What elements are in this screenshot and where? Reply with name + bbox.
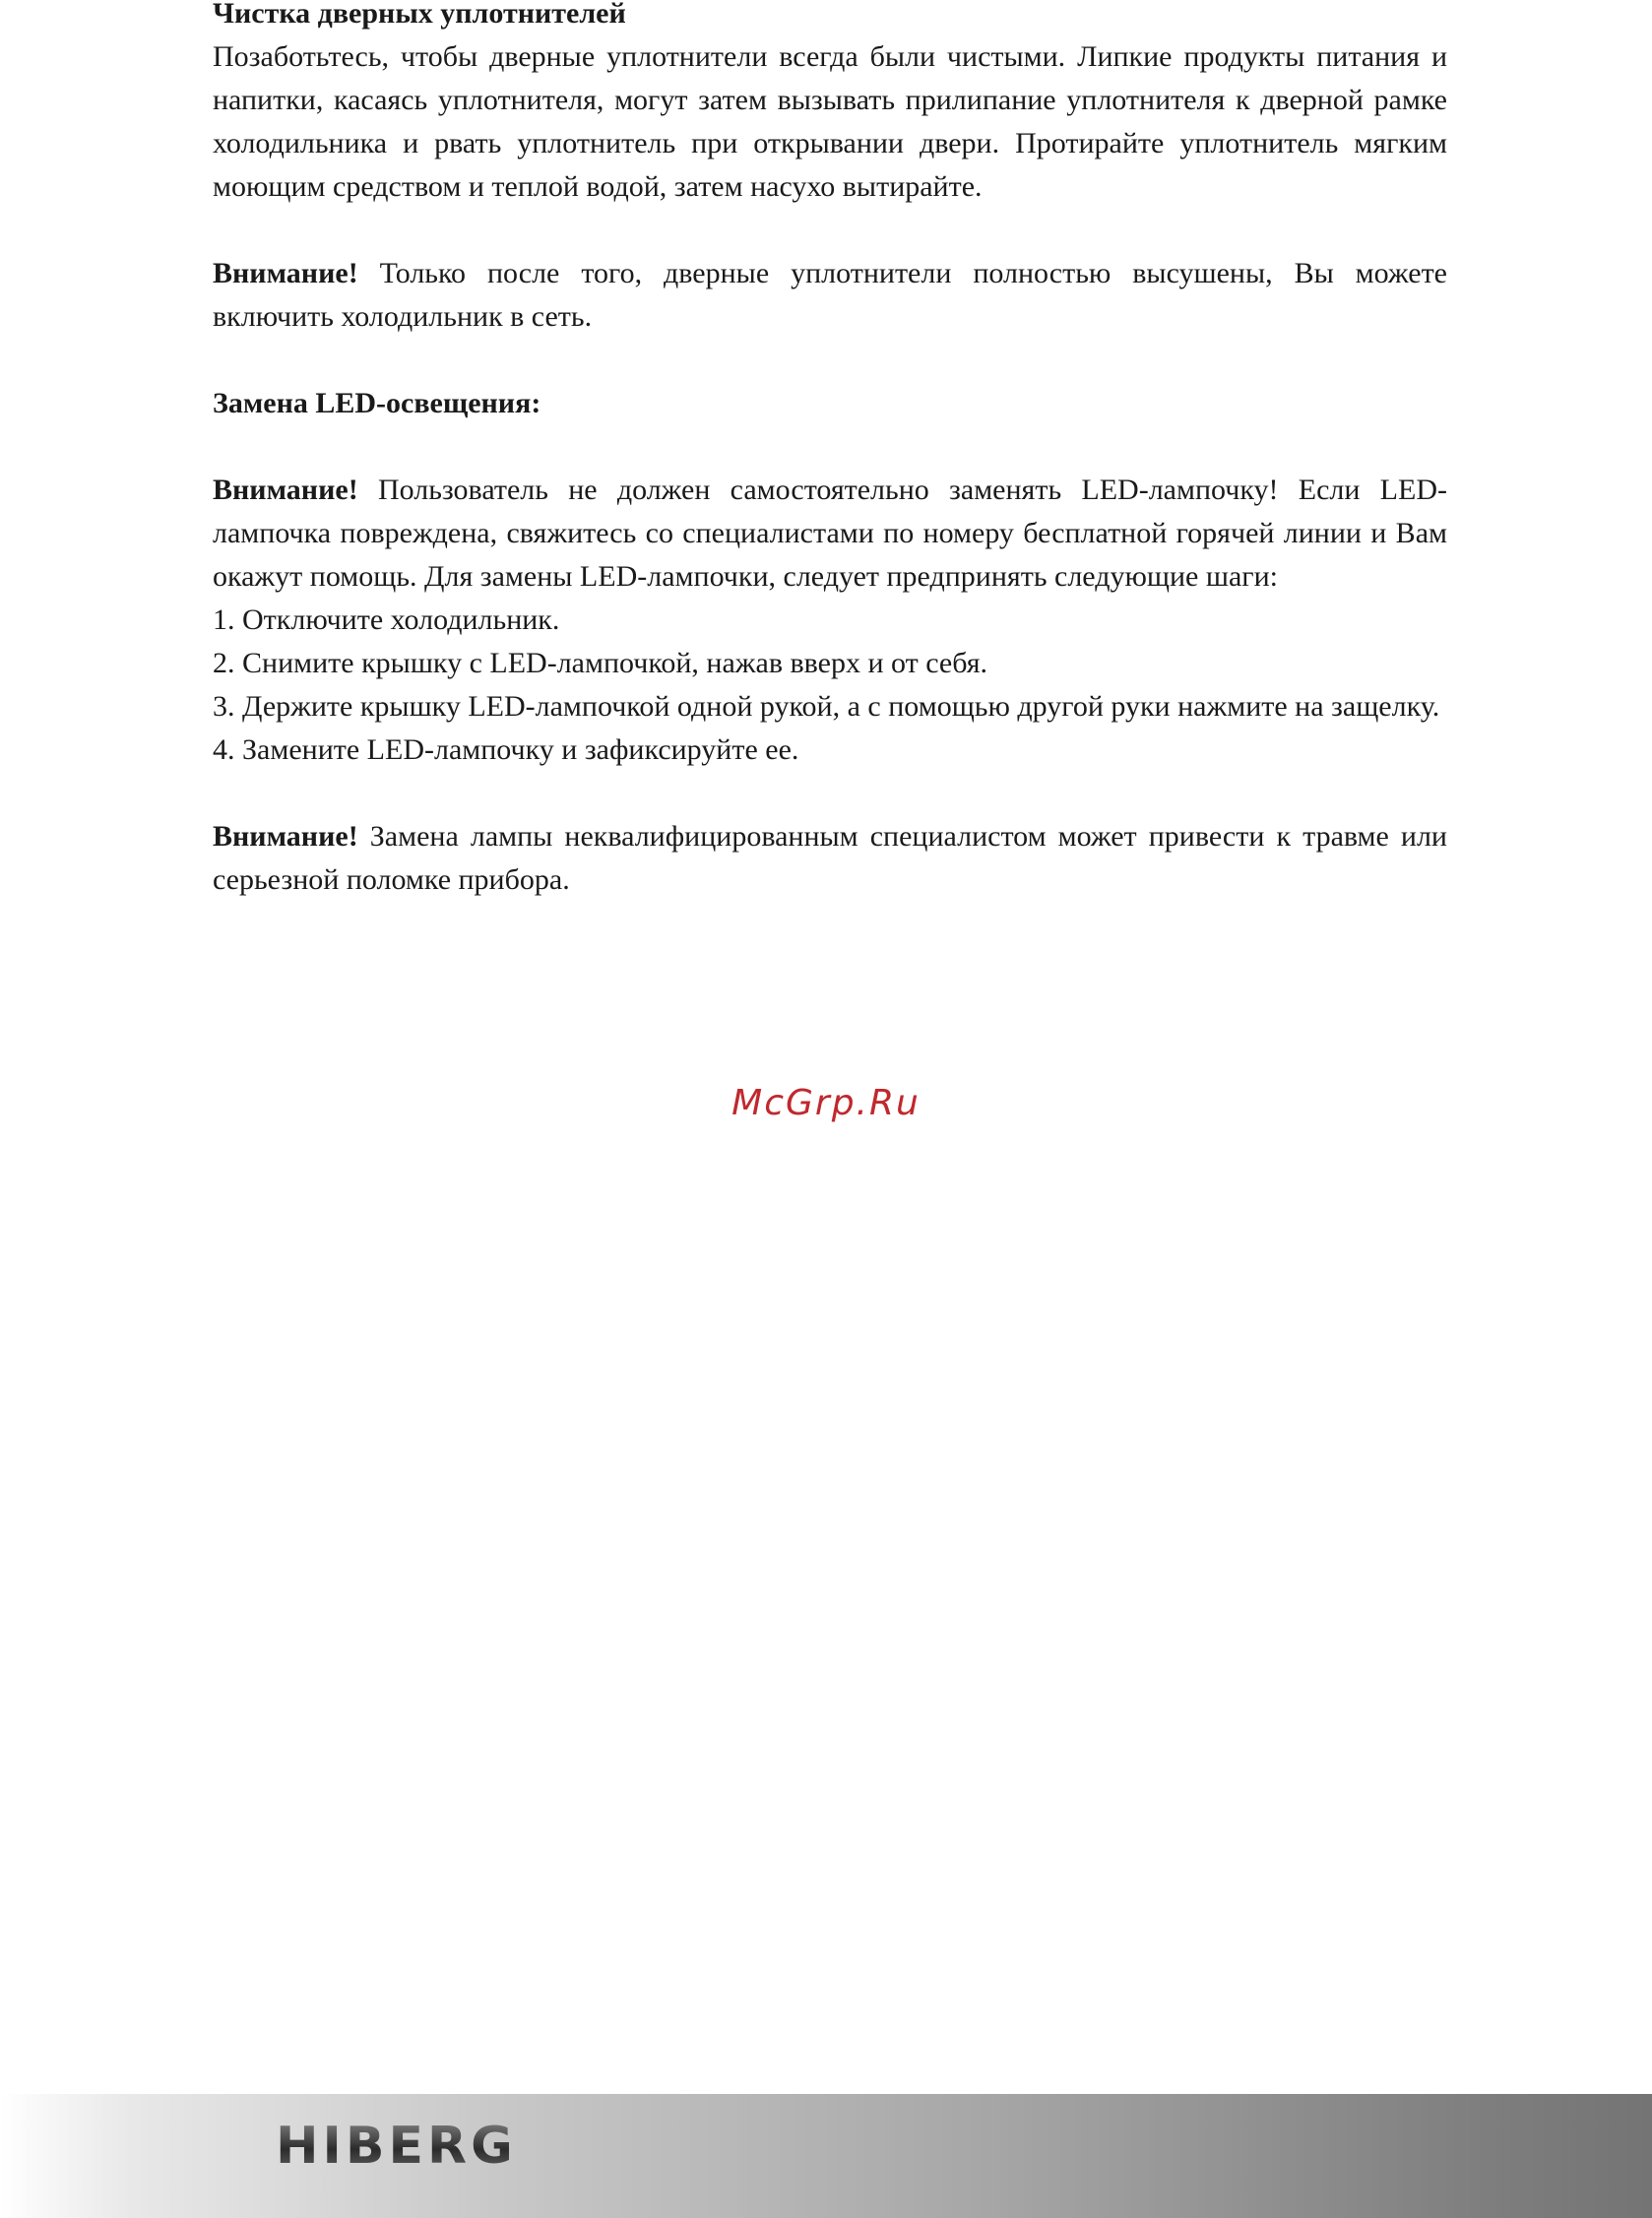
warning-paragraph-3: [213, 815, 1447, 902]
footer-bar: [0, 2094, 1652, 2218]
step-item: 4. Замените LED-лампочку и зафиксируйте ее.: [213, 733, 799, 766]
brand-logo: HIBERG: [276, 2117, 517, 2176]
spacer: [213, 425, 1447, 469]
section-title-led: Замена LED-освещения:: [213, 387, 541, 419]
warning-label: Внимание!: [213, 474, 358, 506]
spacer: [213, 772, 1447, 815]
step-item: 1. Отключите холодильник.: [213, 603, 560, 636]
warning-label: Внимание!: [213, 820, 358, 853]
step-item: 2. Снимите крышку с LED-лампочкой, нажав вверх и от себя.: [213, 647, 988, 679]
spacer: [213, 339, 1447, 382]
warning-label: Внимание!: [213, 257, 358, 289]
warning-text: Пользователь не должен самостоятельно заменять LED-лампочку! Если LED-лампочка повреждена, свяжитесь со специалистами по номеру бесплатной горячей линии и Вам окажут помощь. Для замены LED-лампочки, следует предпринять следующие шаги:: [213, 474, 1447, 593]
section-body-seals: Позаботьтесь, чтобы дверные уплотнители всегда были чистыми. Липкие продукты питания и напитки, касаясь уплотнителя, могут затем вызывать прилипание уплотнителя к дверной рамке холодильника и рвать уплотнитель при открывании двери. Протирайте уплотнитель мягким моющим средством и теплой водой, затем насухо вытирайте.: [213, 40, 1447, 203]
warning-text: Замена лампы неквалифицированным специалистом может привести к травме или серьезной поломке прибора.: [213, 820, 1447, 896]
watermark-link[interactable]: McGrp.Ru: [731, 1083, 921, 1123]
warning-paragraph-1: [213, 252, 1447, 339]
manual-content: [213, 0, 1447, 902]
warning-text: Только после того, дверные уплотнители полностью высушены, Вы можете включить холодильник в сеть.: [213, 257, 1447, 333]
section-title-seals: Чистка дверных уплотнителей: [213, 0, 626, 30]
warning-paragraph-2: [213, 469, 1447, 599]
spacer: [213, 209, 1447, 252]
step-item: 3. Держите крышку LED-лампочкой одной рукой, а с помощью другой руки нажмите на защелку.: [213, 690, 1440, 723]
